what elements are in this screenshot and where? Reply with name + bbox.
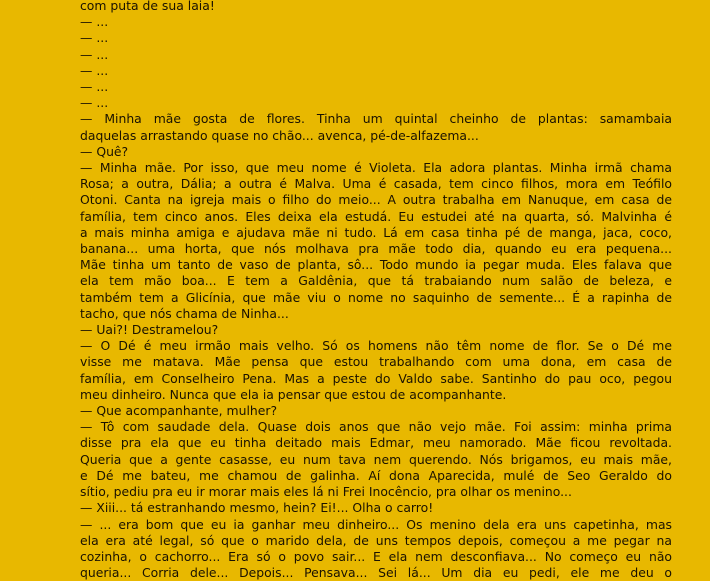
text-line: — Quê? (80, 143, 129, 159)
text-line: — Que acompanhante, mulher? (80, 403, 278, 419)
text-line: — ... (80, 95, 109, 111)
text-line: — ... (80, 14, 109, 30)
text-line: Mãe tinha um tanto de vaso de planta, sô... Todo mundo ia pegar muda. Eles falava que (80, 257, 672, 273)
text-line: família, em Conselheiro Pena. Mas a peste do Valdo sabe. Santinho do pau oco, pegou (80, 370, 672, 386)
text-line: Rosa; a outra, Dália; a outra é Malva. Uma é casada, tem cinco filhos, mora em Teófilo (80, 176, 672, 192)
text-line: — ... (80, 79, 109, 95)
text-line: — Minha mãe gosta de flores. Tinha um quintal cheinho de plantas: samambaia (80, 111, 672, 127)
text-line: — ... (80, 46, 109, 62)
text-line: queria... Corria dele... Depois... Pensava... Sei lá... Um dia eu pedi, ele me deu o (80, 565, 672, 581)
text-line: ela era até legal, só que o marido dela, de uns tempos depois, começou a me pegar na (80, 532, 672, 548)
text-line: — Uai?! Destramelou? (80, 322, 219, 338)
text-line: ela tem mão boa... E tem a Galdênia, que tá trabaiando num salão de beleza, e (80, 273, 672, 289)
text-line: — ... era bom que eu ia ganhar meu dinheiro... Os menino dela era uns capetinha, mas (80, 516, 672, 532)
text-line: com puta de sua laia! (80, 0, 215, 13)
text-line: e Dé me bateu, me chamou de galinha. Aí dona Aparecida, mulé de Seo Geraldo do (80, 467, 672, 483)
text-line: meu dinheiro. Nunca que ela ia pensar que estou de acompanhante. (80, 386, 507, 402)
text-line: cozinha, o cachorro... Era só o povo sair... E ela nem desconfiava... No começo eu não (80, 548, 672, 564)
text-line: disse pra ela que eu tinha deitado mais Edmar, meu namorado. Mãe ficou revoltada. (80, 435, 672, 451)
text-line: — O Dé é meu irmão mais velho. Só os homens não têm nome de flor. Se o Dé me (80, 338, 672, 354)
text-line: — Xiii... tá estranhando mesmo, hein? Ei!... Olha o carro! (80, 500, 434, 516)
text-line: banana... uma horta, que nós molhava pra mãe todo dia, quando eu era pequena... (80, 241, 672, 257)
text-line: família, tem cinco anos. Eles deixa ela estudá. Eu estudei até na quarta, só. Malvinha é (80, 208, 672, 224)
text-line: a mais minha amiga e ajudava mãe ni tudo. Lá em casa tinha pé de manga, jaca, coco, (80, 224, 672, 240)
text-line: — Minha mãe. Por isso, que meu nome é Violeta. Ela adora plantas. Minha irmã chama (80, 160, 672, 176)
text-line: Queria que a gente casasse, eu num tava nem querendo. Nós brigamos, eu mais mãe, (80, 451, 672, 467)
text-line: — ... (80, 62, 109, 78)
text-line: tacho, que nós chama de Ninha... (80, 305, 289, 321)
text-line: Otoni. Canta na igreja mais o filho do meio... A outra trabalha em Nanuque, em casa de (80, 192, 672, 208)
text-line: — Tô com saudade dela. Quase dois anos que não vejo mãe. Foi assim: minha prima (80, 419, 672, 435)
text-line: também tem a Glicínia, que mãe viu o nome no saquinho de semente... É a rapinha de (80, 289, 672, 305)
document-text-body (80, 0, 672, 581)
text-line: sítio, pediu pra eu ir morar mais eles lá ni Frei Inocêncio, pra olhar os menino... (80, 484, 572, 500)
text-line: — ... (80, 30, 109, 46)
text-line: daquelas arrastando quase no chão... avenca, pé-de-alfazema... (80, 127, 479, 143)
text-line: visse me matava. Mãe pensa que estou trabalhando com uma dona, em casa de (80, 354, 672, 370)
